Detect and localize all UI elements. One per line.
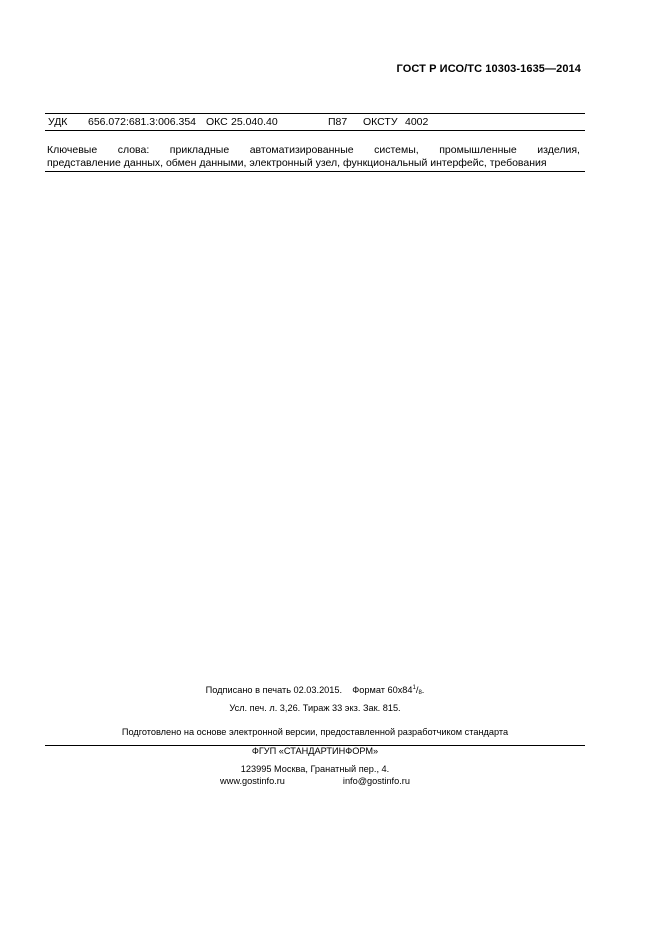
oks-label: ОКС bbox=[206, 116, 228, 128]
signed-line: Подписано в печать 02.03.2015. Формат $60x84^1/_8$. bbox=[205, 685, 425, 696]
signed-text: Подписано в печать 02.03.2015. bbox=[205, 685, 343, 695]
format-end: . bbox=[421, 685, 425, 695]
publisher-address: 123995 Москва, Гранатный пер., 4. bbox=[240, 764, 390, 774]
keywords-line-1 bbox=[47, 144, 580, 157]
keyword-word: изделия, bbox=[537, 144, 580, 156]
keyword-word: прикладные bbox=[169, 144, 230, 156]
contact-line bbox=[45, 776, 585, 786]
keywords-rule bbox=[45, 171, 585, 172]
keywords-line-2: представление данных, обмен данными, электронный узел, функциональный интерфейс, требования bbox=[47, 157, 547, 169]
classification-rule bbox=[45, 130, 585, 131]
keyword-word: промышленные bbox=[439, 144, 517, 156]
okstu-value: 4002 bbox=[405, 116, 429, 128]
top-rule bbox=[45, 113, 585, 114]
format-label: Формат 60x84 bbox=[352, 685, 413, 695]
format-subscript: 8 bbox=[418, 690, 422, 696]
udk-value: 656.072:681.3:006.354 bbox=[88, 116, 197, 128]
okstu-label: ОКСТУ bbox=[363, 116, 398, 128]
keyword-word: слова: bbox=[117, 144, 150, 156]
keywords-block bbox=[47, 144, 580, 170]
email-link[interactable]: info@gostinfo.ru bbox=[342, 776, 410, 786]
prepared-note: Подготовлено на основе электронной версии, предоставленной разработчиком стандарта bbox=[121, 727, 509, 737]
keyword-word: автоматизированные bbox=[249, 144, 354, 156]
oks-value: 25.040.40 bbox=[231, 116, 278, 128]
standard-designation: ГОСТ Р ИСО/ТС 10303-1635—2014 bbox=[396, 63, 581, 75]
udk-label: УДК bbox=[48, 116, 68, 128]
print-info: Усл. печ. л. 3,26. Тираж 33 экз. Зак. 815. bbox=[229, 703, 401, 713]
keyword-word: Ключевые bbox=[47, 144, 98, 156]
publisher-name: ФГУП «СТАНДАРТИНФОРМ» bbox=[251, 746, 379, 756]
website-link[interactable]: www.gostinfo.ru bbox=[220, 776, 285, 786]
format-superscript: 1 bbox=[412, 685, 416, 691]
keyword-word: системы, bbox=[374, 144, 419, 156]
category-code: П87 bbox=[328, 116, 348, 128]
